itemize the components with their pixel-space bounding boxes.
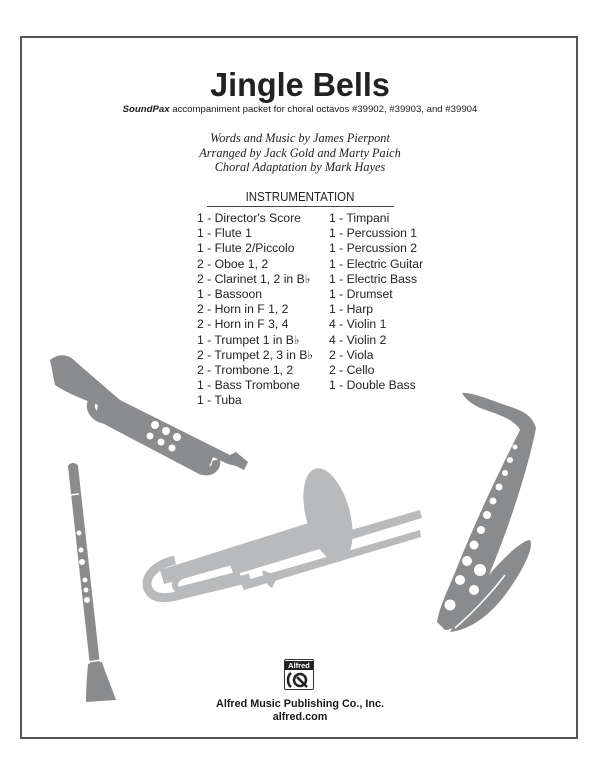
alfred-logo-text: Alfred (285, 661, 313, 670)
instrument-item: 1 - Flute 2/Piccolo (197, 241, 295, 256)
alfred-logo-emblem-icon (285, 670, 312, 689)
instrument-item: 1 - Timpani (329, 211, 390, 225)
instrument-item: 1 - Harp (329, 302, 374, 317)
page-title: Jingle Bells (210, 66, 390, 103)
instrument-item: 1 - Percussion 1 (329, 226, 418, 241)
subtitle (0, 104, 600, 115)
instrument-item: 1 - Flute 1 (197, 226, 252, 241)
instrument-item: 1 - Double Bass (329, 378, 416, 393)
instrument-item: 2 - Horn in F 1, 2 (197, 302, 289, 317)
alfred-logo (284, 659, 314, 690)
instrument-item: 4 - Violin 1 (329, 317, 387, 332)
instrument-item: 2 - Clarinet 1, 2 in B♭ (197, 271, 311, 286)
instrument-item: 1 - Bassoon (197, 287, 263, 302)
instrumentation-column-1 (197, 211, 313, 409)
instrument-item: 1 - Electric Guitar (329, 256, 424, 271)
credit-adaptation: Choral Adaptation by Mark Hayes (214, 160, 386, 174)
instrument-item: 1 - Bass Trombone (197, 378, 300, 393)
instrument-item: 1 - Trumpet 1 in B♭ (197, 332, 300, 347)
instrument-item: 2 - Cello (329, 363, 375, 378)
publisher-name: Alfred Music Publishing Co., Inc. (216, 698, 384, 710)
instrument-item: 1 - Drumset (329, 287, 393, 302)
publisher-website: alfred.com (272, 710, 328, 723)
subtitle-brand: SoundPax (122, 104, 170, 115)
instrument-item: 1 - Tuba (197, 393, 242, 408)
instrumentation-divider (207, 206, 394, 207)
trombone-icon (147, 463, 422, 598)
instrument-item: 2 - Trumpet 2, 3 in B♭ (197, 347, 314, 362)
publisher (0, 698, 600, 723)
instrument-item: 2 - Oboe 1, 2 (197, 256, 269, 271)
instrument-item: 2 - Horn in F 3, 4 (197, 317, 289, 332)
credit-composer: Words and Music by James Pierpont (210, 131, 390, 145)
instrument-item: 4 - Violin 2 (329, 332, 387, 347)
instrument-item: 2 - Trombone 1, 2 (197, 363, 294, 378)
credits (0, 131, 600, 175)
subtitle-text: accompaniment packet for choral octavos #39902, #39903, and #39904 (169, 104, 478, 115)
instrument-item: 1 - Director's Score (197, 211, 301, 225)
saxophone-icon (437, 393, 536, 632)
credit-arranger: Arranged by Jack Gold and Marty Paich (199, 145, 401, 160)
instrumentation-heading: INSTRUMENTATION (245, 190, 355, 204)
instrument-item: 2 - Viola (329, 347, 374, 362)
instrumentation-column-2 (329, 211, 423, 393)
instrument-item: 1 - Percussion 2 (329, 241, 418, 256)
instrument-item: 1 - Electric Bass (329, 271, 418, 286)
